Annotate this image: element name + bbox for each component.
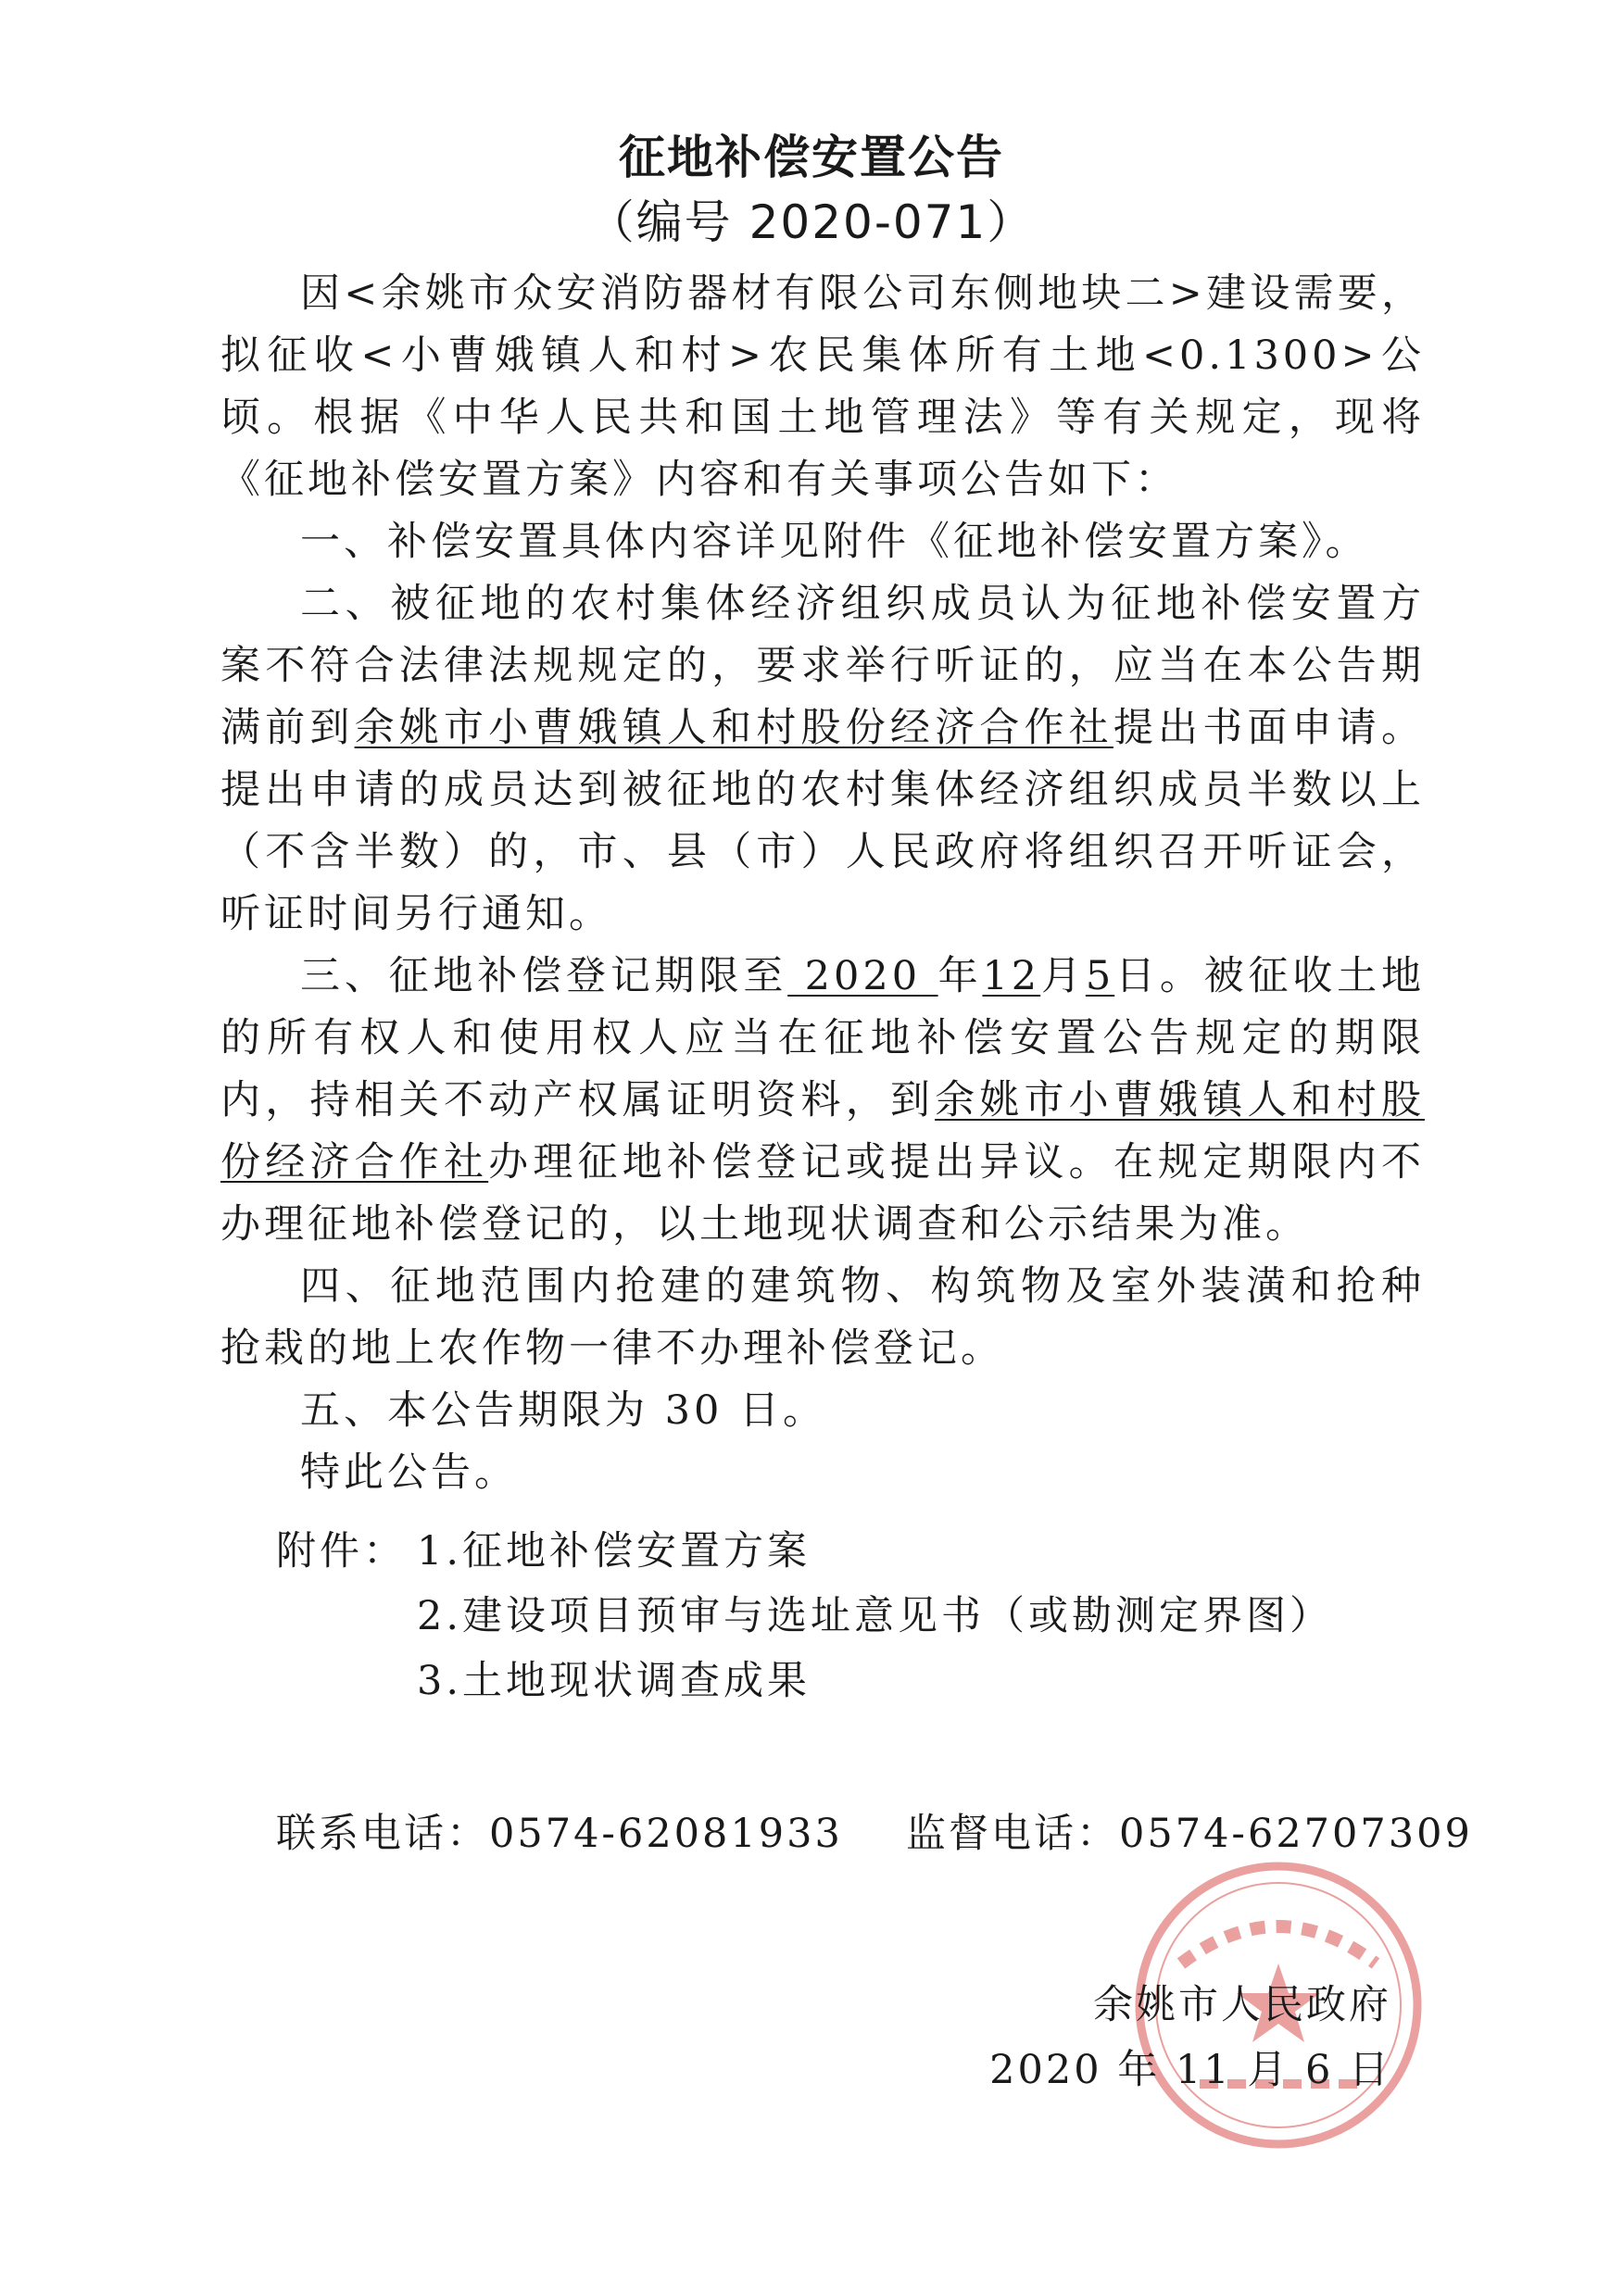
item-three-text-a: 三、征地补偿登记期限至 <box>300 953 788 999</box>
document-body <box>220 263 1425 1504</box>
deadline-year: 2020 <box>787 953 938 999</box>
closing-text: 特此公告。 <box>300 1449 518 1496</box>
issue-date: 2020 年 11 月 6 日 <box>989 2047 1391 2093</box>
item-two <box>220 573 1425 946</box>
document-title: 征地补偿安置公告 <box>619 131 1004 184</box>
attachment-item: 1.征地补偿安置方案 <box>417 1528 812 1575</box>
intro-paragraph: 因<余姚市众安消防器材有限公司东侧地块二>建设需要，拟征收<小曹娥镇人和村>农民集体所有土地<0.1300>公顷。根据《中华人民共和国土地管理法》等有关规定，现将《征地补偿安置方案》内容和有关事项公告如下： <box>220 270 1425 503</box>
deadline-yue: 月 <box>1040 953 1086 999</box>
attachment-row <box>276 1649 1333 1713</box>
item-two-text-b: 提出书面申请。提出申请的成员达到被征地的农村集体经济组织成员半数以上（不含半数）的，市、县（市）人民政府将组织召开听证会，听证时间另行通知。 <box>220 705 1426 937</box>
item-two-organization: 余姚市小曹娥镇人和村股份经济合作社 <box>354 705 1113 751</box>
attachment-row <box>276 1519 1333 1584</box>
attachments-section <box>276 1519 1333 1713</box>
item-four: 四、征地范围内抢建的建筑物、构筑物及室外装潢和抢种抢栽的地上农作物一律不办理补偿登记。 <box>220 1263 1425 1372</box>
contact-phone: 联系电话：0574-62081933 <box>276 1811 843 1857</box>
item-three <box>220 946 1425 1256</box>
attachment-item: 3.土地现状调查成果 <box>417 1658 812 1704</box>
deadline-nian: 年 <box>937 953 983 999</box>
item-five: 五、本公告期限为 30 日。 <box>300 1387 827 1434</box>
item-three-text-b: 日。被征收土地的所有权人和使用权人应当在征地补偿安置公告规定的期限内，持相关不动产权属证明资料，到 <box>220 953 1426 1123</box>
issuer-name: 余姚市人民政府 <box>1093 1982 1391 2028</box>
document-number: （编号 2020-071） <box>587 195 1036 249</box>
attachment-row <box>276 1584 1333 1649</box>
attachment-item: 2.建设项目预审与选址意见书（或勘测定界图） <box>417 1593 1334 1639</box>
attachments-label: 附件： <box>276 1528 407 1575</box>
item-three-text-c: 办理征地补偿登记或提出异议。在规定期限内不办理征地补偿登记的，以土地现状调查和公示结果为准。 <box>220 1139 1426 1248</box>
supervision-phone: 监督电话：0574-62707309 <box>906 1811 1473 1857</box>
deadline-day: 5 <box>1085 953 1115 999</box>
item-three-organization: 余姚市小曹娥镇人和村股份经济合作社 <box>220 1077 1426 1186</box>
item-one: 一、补偿安置具体内容详见附件《征地补偿安置方案》。 <box>300 519 1369 565</box>
item-two-text-a: 二、被征地的农村集体经济组织成员认为征地补偿安置方案不符合法律法规规定的，要求举行听证的，应当在本公告期满前到 <box>220 581 1425 751</box>
deadline-month: 12 <box>982 953 1041 999</box>
